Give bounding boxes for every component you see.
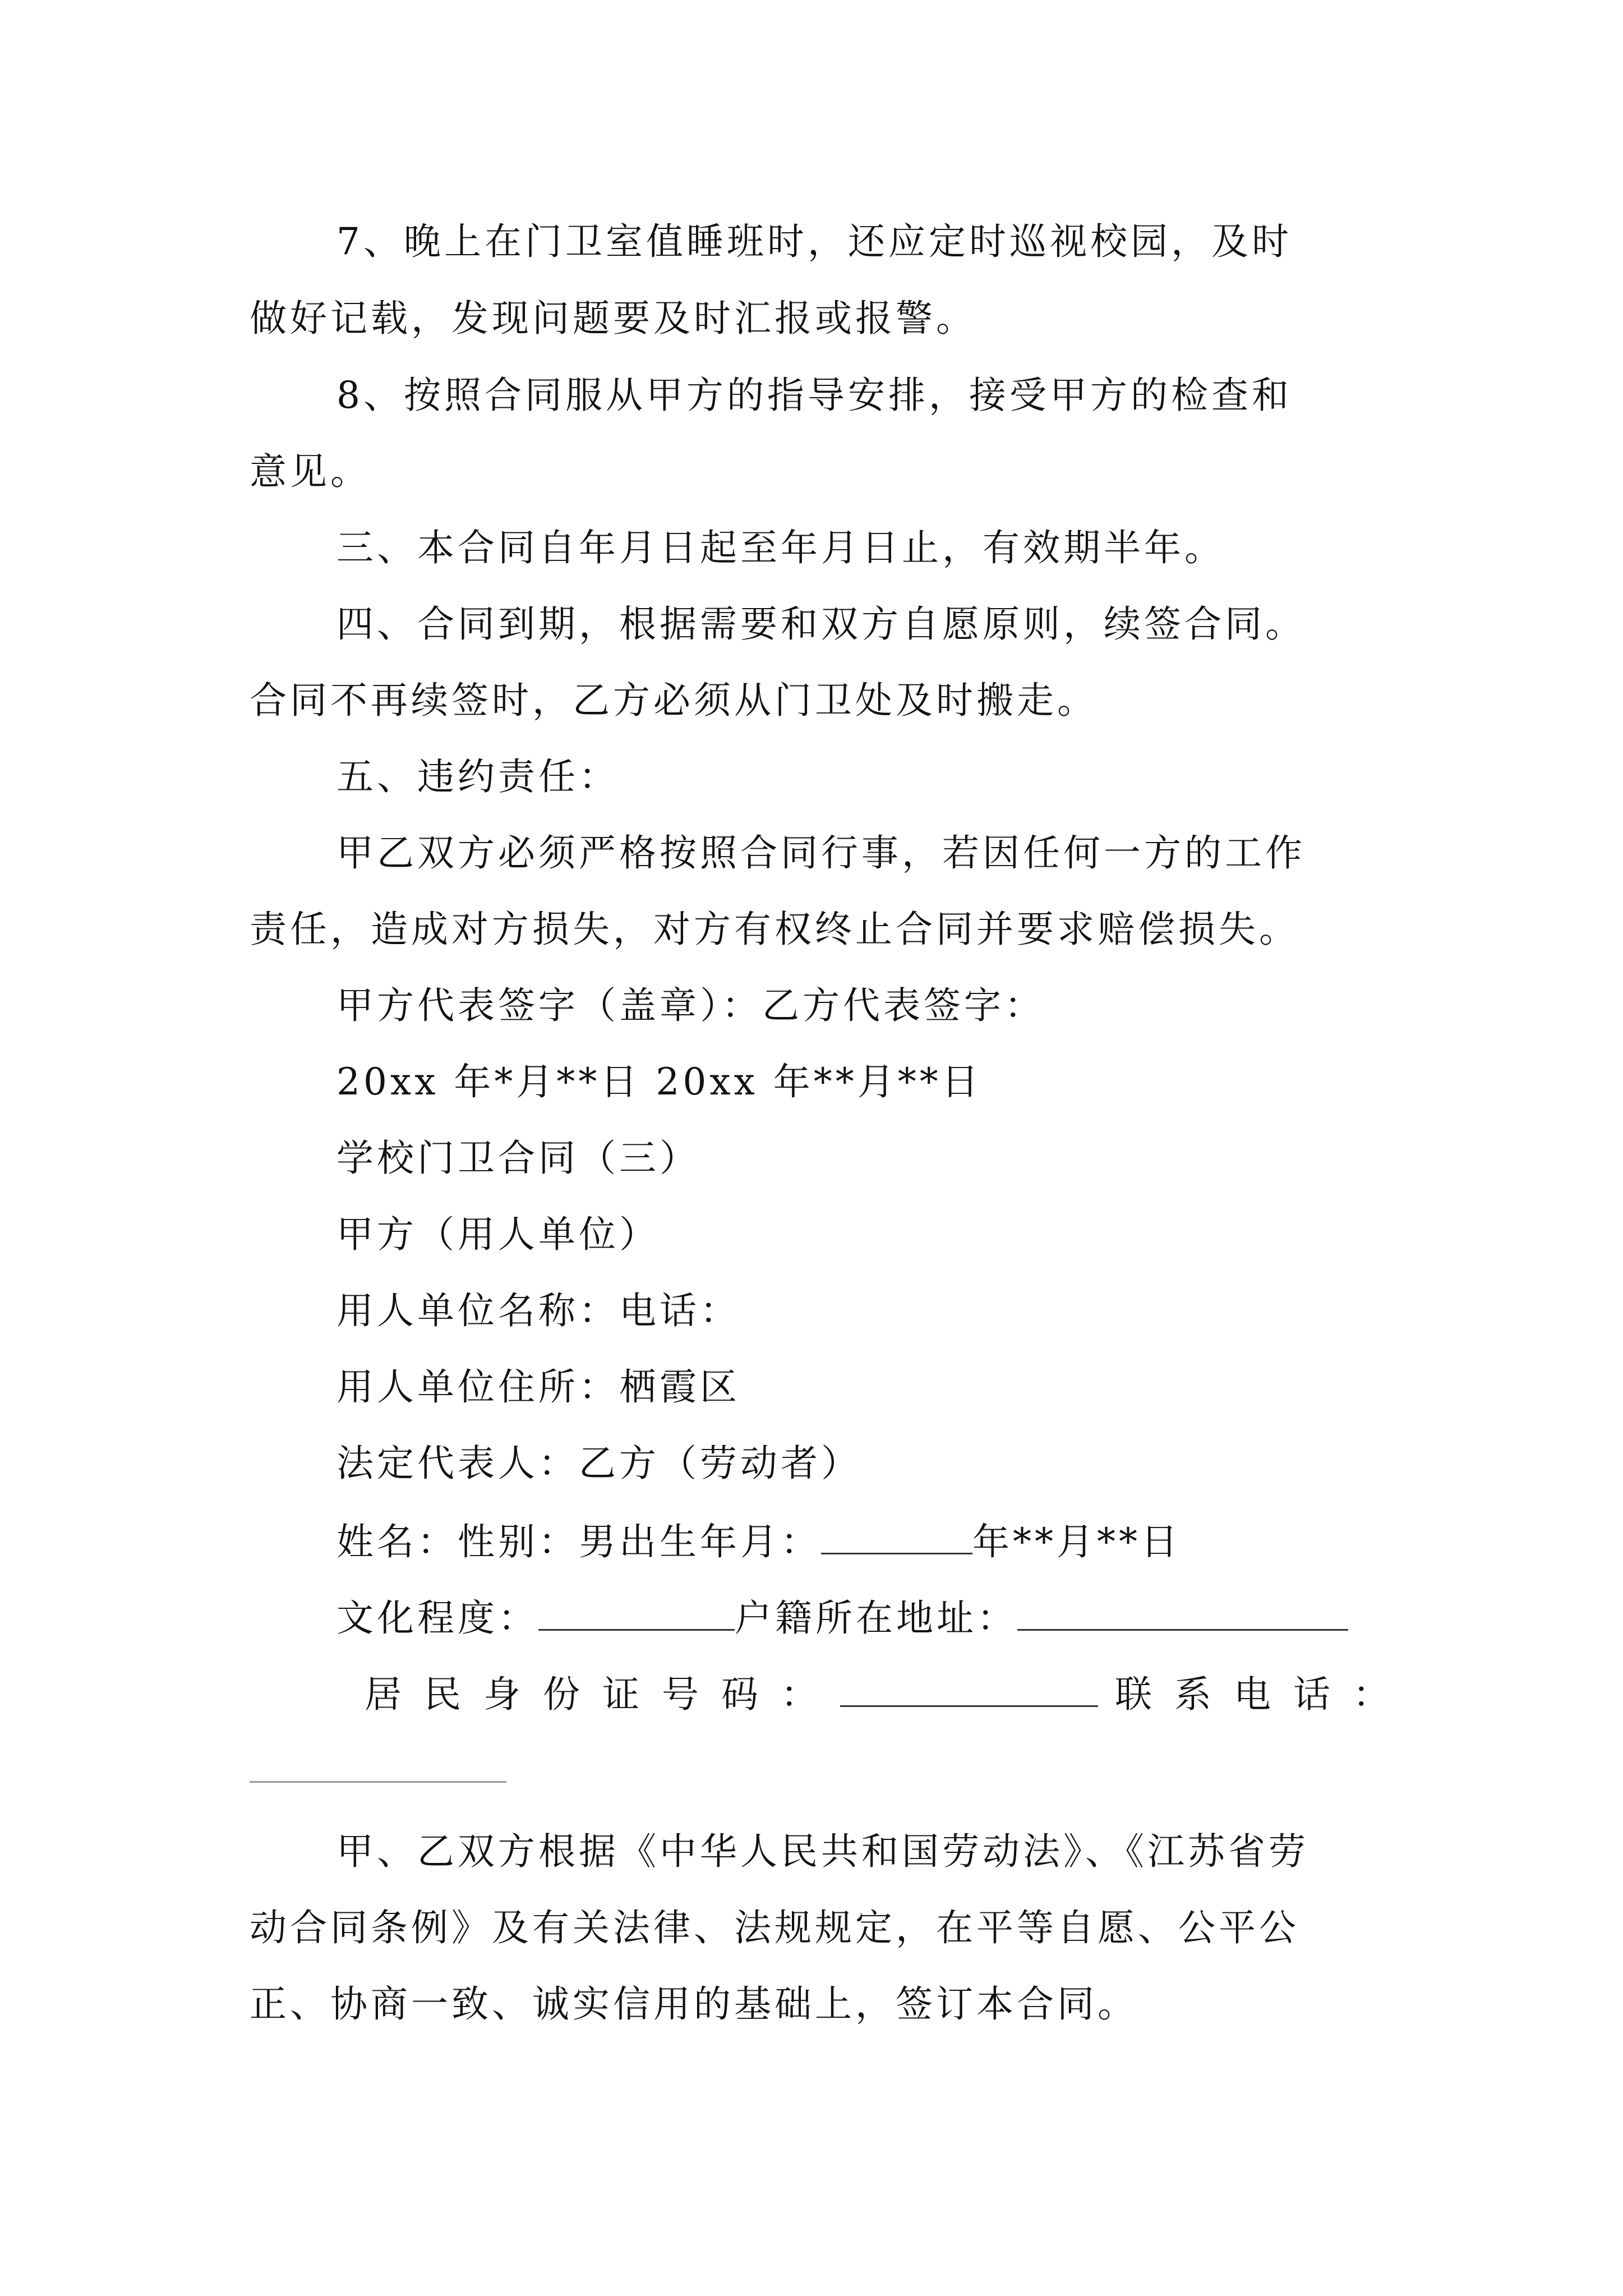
birth-suffix: 年**月**日 xyxy=(972,1520,1181,1563)
section-heading: 五、违约责任： xyxy=(336,755,619,798)
paragraph-line: 四、合同到期，根据需要和双方自愿原则，续签合同。 xyxy=(336,602,1306,646)
phone-label: 联系电话： xyxy=(1115,1673,1412,1716)
paragraph-line: 合同不再续签时，乙方必须从门卫处及时搬走。 xyxy=(250,679,1098,722)
birth-year-blank xyxy=(821,1521,972,1554)
birth-label: 姓名：性别：男出生年月： xyxy=(336,1520,821,1563)
id-blank xyxy=(840,1674,1098,1707)
id-label: 居民身份证号码： xyxy=(365,1673,840,1716)
education-label: 文化程度： xyxy=(336,1596,538,1640)
employer-address-line: 用人单位住所：栖霞区 xyxy=(336,1365,740,1409)
paragraph-line: 三、本合同自年月日起至年月日止，有效期半年。 xyxy=(336,526,1225,569)
paragraph-line: 甲乙双方必须严格按照合同行事，若因任何一方的工作 xyxy=(336,831,1306,875)
paragraph-line: 8、按照合同服从甲方的指导安排，接受甲方的检查和 xyxy=(336,374,1292,417)
address-label: 户籍所在地址： xyxy=(735,1596,1017,1640)
address-blank xyxy=(1017,1598,1348,1631)
paragraph-line: 正、协商一致、诚实信用的基础上，签订本合同。 xyxy=(250,1982,1138,2026)
paragraph-line: 动合同条例》及有关法律、法规规定，在平等自愿、公平公 xyxy=(250,1906,1299,1949)
birth-line xyxy=(336,1521,1181,1561)
legal-rep-line: 法定代表人：乙方（劳动者） xyxy=(336,1442,861,1485)
party-a-heading: 甲方（用人单位） xyxy=(336,1213,660,1256)
paragraph-line: 甲、乙双方根据《中华人民共和国劳动法》、《江苏省劳 xyxy=(336,1830,1309,1873)
contract-title: 学校门卫合同（三） xyxy=(336,1137,700,1180)
education-blank xyxy=(538,1598,735,1631)
divider xyxy=(250,1781,506,1783)
employer-name-line: 用人单位名称：电话： xyxy=(336,1289,740,1332)
id-line xyxy=(365,1673,1412,1716)
paragraph-line: 责任，造成对方损失，对方有权终止合同并要求赔偿损失。 xyxy=(250,908,1299,951)
paragraph-line: 意见。 xyxy=(250,450,371,493)
signature-line: 甲方代表签字（盖章）：乙方代表签字： xyxy=(336,984,1045,1027)
paragraph-line: 7、晚上在门卫室值睡班时，还应定时巡视校园，及时 xyxy=(336,220,1292,263)
education-line xyxy=(336,1596,1348,1640)
paragraph-line: 做好记载，发现问题要及时汇报或报警。 xyxy=(250,297,976,340)
date-line: 20xx 年*月**日 20xx 年**月**日 xyxy=(336,1060,982,1103)
